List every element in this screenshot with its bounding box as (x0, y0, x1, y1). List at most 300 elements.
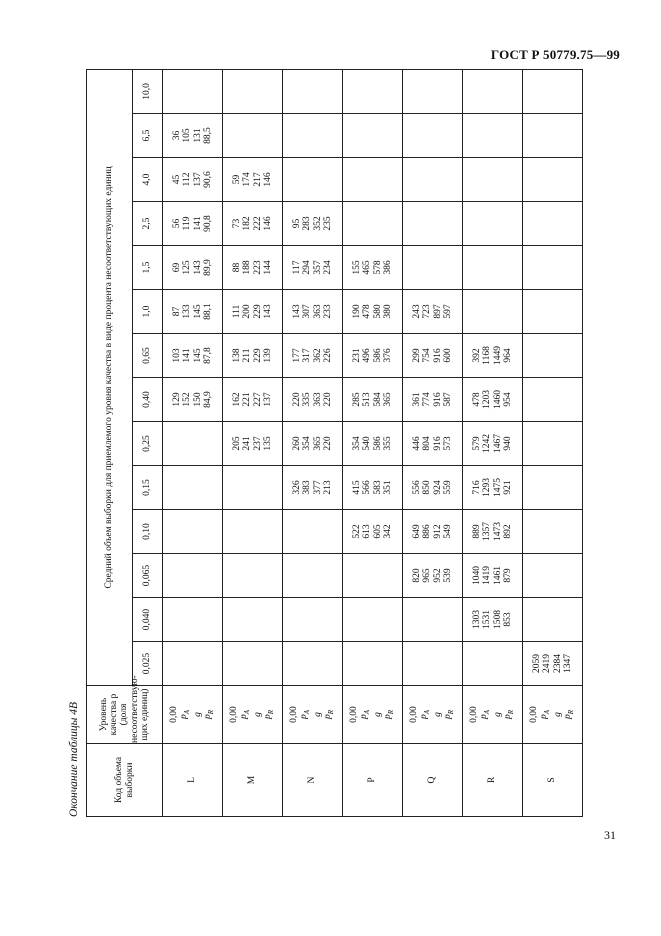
value-cell (223, 114, 283, 158)
cell-value: 916 (432, 436, 443, 451)
symbol-subscript: A (543, 709, 552, 715)
cell-value: 143 (262, 304, 273, 319)
cell-value: 496 (362, 348, 373, 363)
table-row (163, 69, 223, 816)
cell-value: 119 (182, 216, 193, 231)
symbol-main: p (502, 714, 513, 720)
cell-value: 351 (382, 480, 393, 495)
aql-header: 4,0 (133, 158, 163, 202)
table-row (463, 69, 523, 816)
cell-value: 241 (242, 436, 253, 451)
cell-value: 600 (442, 348, 453, 363)
cell-value: 566 (362, 480, 373, 495)
value-cell (523, 158, 583, 202)
value-cell (403, 554, 463, 598)
symbol-main: g (312, 712, 323, 717)
symbol-main: g (552, 712, 563, 717)
cell-value: 415 (351, 480, 362, 495)
pa-label (539, 686, 552, 743)
cell-value: 146 (262, 172, 273, 187)
value-cell (283, 642, 343, 686)
value-cell (463, 290, 523, 334)
symbol-main: g (492, 712, 503, 717)
g-label (193, 686, 203, 743)
value-cell (463, 158, 523, 202)
cell-value: 137 (192, 172, 203, 187)
cell-value: 850 (422, 480, 433, 495)
symbol-subscript: R (386, 709, 395, 715)
cell-value: 363 (312, 304, 323, 319)
cell-value: 87,8 (202, 347, 213, 364)
quality-level-labels (163, 686, 223, 744)
value-cell (403, 642, 463, 686)
cell-value: 182 (242, 216, 253, 231)
cell-value: 573 (442, 436, 453, 451)
aql-header: 0,15 (133, 466, 163, 510)
pa-label (359, 686, 372, 743)
value-cell (523, 246, 583, 290)
cell-value: 229 (252, 304, 263, 319)
cell-value: 579 (471, 436, 482, 451)
value-cell (403, 69, 463, 113)
pa-label (419, 686, 432, 743)
cell-value: 1461 (492, 566, 503, 585)
cell-value: 556 (411, 480, 422, 495)
value-cell (343, 202, 403, 246)
symbol-main: g (432, 712, 443, 717)
value-cell (343, 334, 403, 378)
cell-value: 112 (182, 172, 193, 187)
value-cell (403, 422, 463, 466)
cell-value: 1242 (482, 434, 493, 453)
cell-value: 2419 (542, 654, 553, 673)
cell-value: 892 (502, 524, 513, 539)
cell-value: 392 (471, 348, 482, 363)
cell-value: 146 (262, 216, 273, 231)
cell-value: 188 (242, 260, 253, 275)
symbol-subscript: R (206, 709, 215, 715)
value-cell (403, 510, 463, 554)
aql-header: 1,0 (133, 290, 163, 334)
cell-value: 143 (192, 260, 203, 275)
level-zero-label: 0,00 (469, 706, 480, 723)
cell-value: 1473 (492, 522, 503, 541)
cell-value: 1475 (492, 478, 503, 497)
cell-value: 220 (322, 436, 333, 451)
symbol-main: p (322, 714, 333, 720)
page-number: 31 (604, 828, 616, 842)
value-cell (283, 246, 343, 290)
cell-value: 229 (252, 348, 263, 363)
value-cell (523, 554, 583, 598)
cell-value: 36 (171, 130, 182, 141)
cell-value: 131 (192, 128, 203, 143)
aql-header: 1,5 (133, 246, 163, 290)
cell-value: 294 (302, 260, 313, 275)
cell-value: 88,1 (202, 303, 213, 320)
symbol-subscript: A (243, 709, 252, 715)
cell-value: 465 (362, 260, 373, 275)
aql-header: 0,25 (133, 422, 163, 466)
cell-value: 583 (372, 480, 383, 495)
value-cell (163, 642, 223, 686)
value-cell (163, 158, 223, 202)
value-cell (163, 378, 223, 422)
value-cell (223, 246, 283, 290)
cell-value: 222 (252, 216, 263, 231)
value-cell (163, 290, 223, 334)
value-cell (343, 466, 403, 510)
cell-value: 217 (252, 172, 263, 187)
table-row (283, 69, 343, 816)
cell-value: 89,9 (202, 259, 213, 276)
cell-value: 138 (231, 348, 242, 363)
table-caption: Окончание таблицы 4В (68, 701, 80, 817)
symbol-main: p (419, 714, 430, 720)
cell-value: 299 (411, 348, 422, 363)
value-cell (223, 598, 283, 642)
cell-value: 226 (322, 348, 333, 363)
cell-value: 221 (242, 392, 253, 407)
value-cell (163, 422, 223, 466)
value-cell (523, 69, 583, 113)
quality-level-labels (403, 686, 463, 744)
cell-value: 597 (442, 304, 453, 319)
cell-value: 205 (231, 436, 242, 451)
pr-label (503, 686, 516, 743)
cell-value: 354 (351, 436, 362, 451)
cell-value: 924 (432, 480, 443, 495)
cell-value: 912 (432, 524, 443, 539)
cell-value: 1347 (562, 654, 573, 673)
cell-value: 141 (192, 216, 203, 231)
sample-size-code: S (523, 744, 583, 817)
cell-value: 853 (502, 612, 513, 627)
cell-value: 117 (291, 260, 302, 275)
cell-value: 155 (351, 260, 362, 275)
cell-value: 1293 (482, 478, 493, 497)
cell-value: 326 (291, 480, 302, 495)
cell-value: 237 (252, 436, 263, 451)
symbol-main: p (442, 714, 453, 720)
cell-value: 220 (322, 392, 333, 407)
symbol-main: g (252, 712, 263, 717)
symbol-subscript: R (506, 709, 515, 715)
aql-header: 0,65 (133, 334, 163, 378)
cell-value: 365 (382, 392, 393, 407)
value-cell (523, 378, 583, 422)
cell-value: 231 (351, 348, 362, 363)
value-cell (343, 422, 403, 466)
value-cell (523, 290, 583, 334)
cell-value: 213 (322, 480, 333, 495)
value-cell (403, 466, 463, 510)
quality-level-labels (283, 686, 343, 744)
value-cell (403, 158, 463, 202)
cell-value: 754 (422, 348, 433, 363)
symbol-main: p (562, 714, 573, 720)
cell-value: 580 (372, 304, 383, 319)
value-cell (163, 466, 223, 510)
g-label (433, 686, 443, 743)
cell-value: 820 (411, 568, 422, 583)
value-cell (163, 202, 223, 246)
cell-value: 129 (171, 392, 182, 407)
g-label (553, 686, 563, 743)
quality-level-labels (343, 686, 403, 744)
cell-value: 1508 (492, 610, 503, 629)
cell-value: 220 (291, 392, 302, 407)
cell-value: 774 (422, 392, 433, 407)
cell-value: 649 (411, 524, 422, 539)
value-cell (283, 466, 343, 510)
value-cell (403, 290, 463, 334)
value-cell (283, 158, 343, 202)
level-zero-label: 0,00 (229, 706, 240, 723)
table-row (403, 69, 463, 816)
value-cell (403, 114, 463, 158)
cell-value: 916 (432, 348, 443, 363)
value-cell (523, 510, 583, 554)
cell-value: 1168 (482, 346, 493, 365)
value-cell (163, 114, 223, 158)
value-cell (463, 334, 523, 378)
value-cell (463, 69, 523, 113)
symbol-subscript: A (303, 709, 312, 715)
cell-value: 59 (231, 174, 242, 185)
cell-value: 354 (302, 436, 313, 451)
cell-value: 88,5 (202, 127, 213, 144)
cell-value: 578 (372, 260, 383, 275)
sample-size-code: M (223, 744, 283, 817)
cell-value: 478 (362, 304, 373, 319)
pr-label (563, 686, 576, 743)
cell-value: 174 (242, 172, 253, 187)
cell-value: 549 (442, 524, 453, 539)
symbol-subscript: A (363, 709, 372, 715)
value-cell (463, 510, 523, 554)
aql-header: 0,10 (133, 510, 163, 554)
cell-value: 587 (442, 392, 453, 407)
value-cell (223, 466, 283, 510)
symbol-subscript: A (423, 709, 432, 715)
pr-label (263, 686, 276, 743)
value-cell (163, 554, 223, 598)
value-cell (403, 334, 463, 378)
value-cell (463, 202, 523, 246)
value-cell (463, 378, 523, 422)
aql-header: 0,065 (133, 554, 163, 598)
cell-value: 1040 (471, 566, 482, 585)
symbol-main: p (202, 714, 213, 720)
cell-value: 1449 (492, 346, 503, 365)
symbol-main: g (372, 712, 383, 717)
cell-value: 897 (432, 304, 443, 319)
cell-value: 111 (231, 304, 242, 319)
value-cell (463, 466, 523, 510)
value-cell (223, 290, 283, 334)
value-cell (223, 422, 283, 466)
symbol-subscript: R (566, 709, 575, 715)
quality-level-labels (523, 686, 583, 744)
standard-header: ГОСТ Р 50779.75—99 (490, 47, 620, 62)
value-cell (223, 334, 283, 378)
value-cell (223, 69, 283, 113)
cell-value: 386 (382, 260, 393, 275)
value-cell (343, 642, 403, 686)
value-cell (343, 114, 403, 158)
cell-value: 45 (171, 174, 182, 185)
cell-value: 355 (382, 436, 393, 451)
cell-value: 125 (182, 260, 193, 275)
cell-value: 137 (262, 392, 273, 407)
value-cell (283, 378, 343, 422)
sample-size-code: Q (403, 744, 463, 817)
cell-value: 135 (262, 436, 273, 451)
cell-value: 88 (231, 262, 242, 273)
symbol-main: p (479, 714, 490, 720)
value-cell (283, 422, 343, 466)
value-cell (523, 466, 583, 510)
g-label (253, 686, 263, 743)
value-cell (343, 378, 403, 422)
value-cell (403, 202, 463, 246)
value-cell (223, 158, 283, 202)
header-row-groups (87, 69, 133, 816)
cell-value: 586 (372, 348, 383, 363)
value-cell (163, 598, 223, 642)
value-cell (283, 69, 343, 113)
cell-value: 522 (351, 524, 362, 539)
cell-value: 2059 (531, 654, 542, 673)
cell-value: 260 (291, 436, 302, 451)
cell-value: 143 (291, 304, 302, 319)
cell-value: 162 (231, 392, 242, 407)
cell-value: 540 (362, 436, 373, 451)
cell-value: 446 (411, 436, 422, 451)
cell-value: 342 (382, 524, 393, 539)
value-cell (463, 554, 523, 598)
cell-value: 211 (242, 348, 253, 363)
cell-value: 513 (362, 392, 373, 407)
cell-value: 141 (182, 348, 193, 363)
cell-value: 361 (411, 392, 422, 407)
g-label (493, 686, 503, 743)
cell-value: 1203 (482, 390, 493, 409)
symbol-main: p (239, 714, 250, 720)
value-cell (343, 598, 403, 642)
cell-value: 1460 (492, 390, 503, 409)
cell-value: 235 (322, 216, 333, 231)
cell-value: 335 (302, 392, 313, 407)
cell-value: 886 (422, 524, 433, 539)
value-cell (523, 334, 583, 378)
pr-label (323, 686, 336, 743)
cell-value: 383 (302, 480, 313, 495)
cell-value: 716 (471, 480, 482, 495)
cell-value: 478 (471, 392, 482, 407)
value-cell (523, 642, 583, 686)
aql-header: 0,40 (133, 378, 163, 422)
cell-value: 940 (502, 436, 513, 451)
symbol-subscript: R (266, 709, 275, 715)
symbol-main: p (179, 714, 190, 720)
cell-value: 133 (182, 304, 193, 319)
symbol-main: p (299, 714, 310, 720)
value-cell (163, 510, 223, 554)
value-cell (523, 114, 583, 158)
cell-value: 605 (372, 524, 383, 539)
cell-value: 586 (372, 436, 383, 451)
value-cell (463, 114, 523, 158)
cell-value: 69 (171, 262, 182, 273)
value-cell (223, 510, 283, 554)
quality-level-labels (223, 686, 283, 744)
aql-header: 0,025 (133, 642, 163, 686)
cell-value: 380 (382, 304, 393, 319)
value-cell (343, 510, 403, 554)
value-cell (463, 598, 523, 642)
cell-value: 317 (302, 348, 313, 363)
cell-value: 965 (422, 568, 433, 583)
cell-value: 103 (171, 348, 182, 363)
cell-value: 90,6 (202, 171, 213, 188)
g-label (373, 686, 383, 743)
cell-value: 1419 (482, 566, 493, 585)
pa-label (299, 686, 312, 743)
level-zero-label: 0,00 (169, 706, 180, 723)
symbol-main: g (192, 712, 203, 717)
cell-value: 95 (291, 218, 302, 229)
cell-value: 921 (502, 480, 513, 495)
pr-label (443, 686, 456, 743)
cell-value: 227 (252, 392, 263, 407)
cell-value: 87 (171, 306, 182, 317)
level-zero-label: 0,00 (289, 706, 300, 723)
level-zero-label: 0,00 (409, 706, 420, 723)
symbol-main: p (539, 714, 550, 720)
cell-value: 363 (312, 392, 323, 407)
aql-header: 2,5 (133, 202, 163, 246)
value-cell (283, 510, 343, 554)
cell-value: 376 (382, 348, 393, 363)
symbol-main: p (359, 714, 370, 720)
cell-value: 1303 (471, 610, 482, 629)
aql-header: 10,0 (133, 69, 163, 113)
cell-value: 144 (262, 260, 273, 275)
sample-size-code: N (283, 744, 343, 817)
cell-value: 352 (312, 216, 323, 231)
value-cell (163, 69, 223, 113)
value-cell (283, 290, 343, 334)
cell-value: 283 (302, 216, 313, 231)
cell-value: 357 (312, 260, 323, 275)
symbol-subscript: A (183, 709, 192, 715)
value-cell (283, 554, 343, 598)
g-label (313, 686, 323, 743)
aql-header: 0,040 (133, 598, 163, 642)
cell-value: 584 (372, 392, 383, 407)
cell-value: 539 (442, 568, 453, 583)
cell-value: 139 (262, 348, 273, 363)
value-cell (283, 334, 343, 378)
cell-value: 84,9 (202, 391, 213, 408)
cell-value: 559 (442, 480, 453, 495)
cell-value: 889 (471, 524, 482, 539)
cell-value: 804 (422, 436, 433, 451)
table-row (523, 69, 583, 816)
cell-value: 879 (502, 568, 513, 583)
